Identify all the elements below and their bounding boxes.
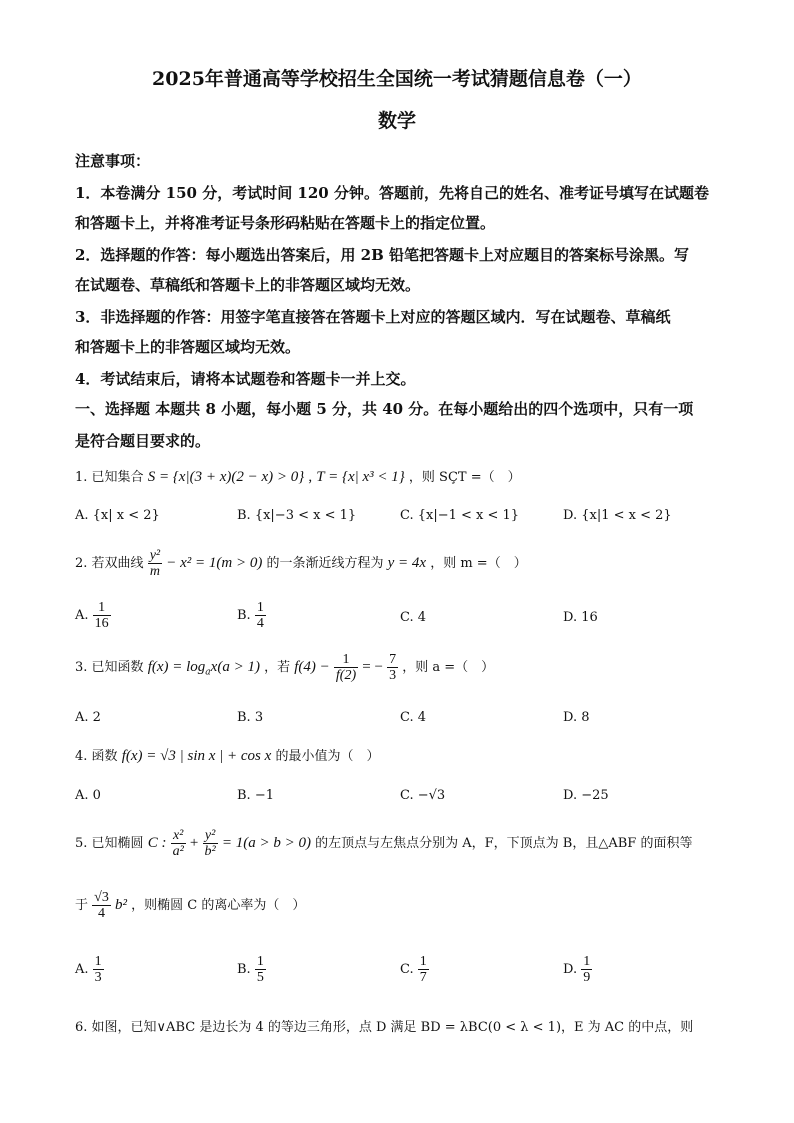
notice-item: 在试题卷、草稿纸和答题卡上的非答题区域均无效。 — [75, 276, 421, 294]
section-heading-cont: 是符合题目要求的。 — [75, 432, 211, 450]
q1-set-s: S = {x|(3 + x)(2 − x) > 0} — [147, 469, 305, 485]
q1-option-c: C. {x|−1 < x < 1} — [400, 508, 520, 523]
question-1: 1. 已知集合 S = {x|(3 + x)(2 − x) > 0} , T = {x| x³ < 1} ，则 SÇT =（ ） — [75, 469, 521, 485]
q4-option-a: A. 0 — [75, 788, 101, 803]
q2-fraction: $\frac{\text{y²}}{m}$ — [149, 548, 161, 579]
question-6: 6. 如图，已知∨ABC 是边长为 4 的等边三角形，点 D 满足 BD = λBC(0 < λ < 1)，E 为 AC 的中点，则 — [75, 1020, 694, 1035]
notice-item: 2．选择题的作答：每小题选出答案后，用 2B 铅笔把答题卡上对应题目的答案标号涂黑。写 — [75, 246, 690, 264]
question-4: 4. 函数 f(x) = √3 | sin x | + cos x 的最小值为（ ） — [75, 748, 380, 764]
q4-option-b: B. −1 — [237, 788, 274, 803]
q2-option-b: B. $\frac{1}{4}$ — [237, 600, 264, 631]
q1-suffix: ，则 SÇT =（ ） — [408, 470, 521, 485]
q1-option-b: B. {x|−3 < x < 1} — [237, 508, 357, 523]
section-heading: 一、选择题 本题共 8 小题，每小题 5 分，共 40 分。在每小题给出的四个选项中，只有一项 — [75, 400, 694, 418]
notice-item: 1．本卷满分 150 分，考试时间 120 分钟。答题前，先将自己的姓名、准考证号填写在试题卷 — [75, 184, 709, 202]
q1-option-d: D. {x|1 < x < 2} — [563, 508, 672, 523]
notice-heading: 注意事项： — [75, 152, 151, 170]
notice-item: 4．考试结束后，请将本试题卷和答题卡一并上交。 — [75, 370, 416, 388]
q2-asymptote: y = 4x — [387, 555, 427, 571]
q2-option-c: C. 4 — [400, 610, 427, 625]
q4-option-d: D. −25 — [563, 788, 609, 803]
exam-title: 2025年普通高等学校招生全国统一考试猜题信息卷（一） — [152, 68, 642, 90]
q5-option-b: B. $\frac{1}{5}$ — [237, 954, 264, 985]
question-5-line2: 于 $\frac{√3}{4}$ b² ，则椭圆 C 的离心率为（ ） — [75, 890, 306, 921]
notice-item: 和答题卡上，并将准考证号条形码粘贴在答题卡上的指定位置。 — [75, 214, 496, 232]
question-3: 3. 已知函数 $f(x) = \log_ax(a > 1)$ ，若 f(4) − $\frac{1}{f(2)}$ = − $\frac{7}{3}$ ，则 a =（ ） — [75, 652, 495, 683]
q2-equation: − x² = 1(m > 0) — [166, 555, 263, 571]
q5-option-a: A. $\frac{1}{3}$ — [75, 954, 102, 985]
q2-option-a: A. $\frac{1}{16}$ — [75, 600, 109, 631]
q2-option-d: D. 16 — [563, 610, 598, 625]
q3-option-c: C. 4 — [400, 710, 427, 725]
q2-prefix: 2. 若双曲线 — [75, 556, 144, 571]
q5-option-d: D. $\frac{1}{9}$ — [563, 954, 591, 985]
q5-option-c: C. $\frac{1}{7}$ — [400, 954, 427, 985]
subject-title: 数学 — [377, 110, 416, 132]
q1-set-t: T = {x| x³ < 1} — [316, 469, 405, 485]
notice-item: 和答题卡上的非答题区域均无效。 — [75, 338, 301, 356]
q4-option-c: C. −√3 — [400, 788, 446, 803]
question-2 — [75, 548, 527, 579]
q3-option-d: D. 8 — [563, 710, 590, 725]
q2-middle: 的一条渐近线方程为 — [266, 556, 384, 571]
q3-option-a: A. 2 — [75, 710, 101, 725]
q1-prefix: 1. 已知集合 — [75, 470, 144, 485]
question-5: 5. 已知椭圆 C : $\frac{\text{x²}}{\text{a²}}$ + $\frac{\text{y²}}{\text{b²}}$ = 1(a > b > 0) 的左顶点与左焦点分别为 A，F，下顶点为 B，且△ABF 的面积等 — [75, 828, 693, 859]
q3-option-b: B. 3 — [237, 710, 264, 725]
q2-suffix: ，则 m =（ ） — [430, 556, 527, 571]
q1-option-a: A. {x| x < 2} — [75, 508, 160, 523]
notice-item: 3．非选择题的作答：用签字笔直接答在答题卡上对应的答题区域内．写在试题卷、草稿纸 — [75, 308, 671, 326]
